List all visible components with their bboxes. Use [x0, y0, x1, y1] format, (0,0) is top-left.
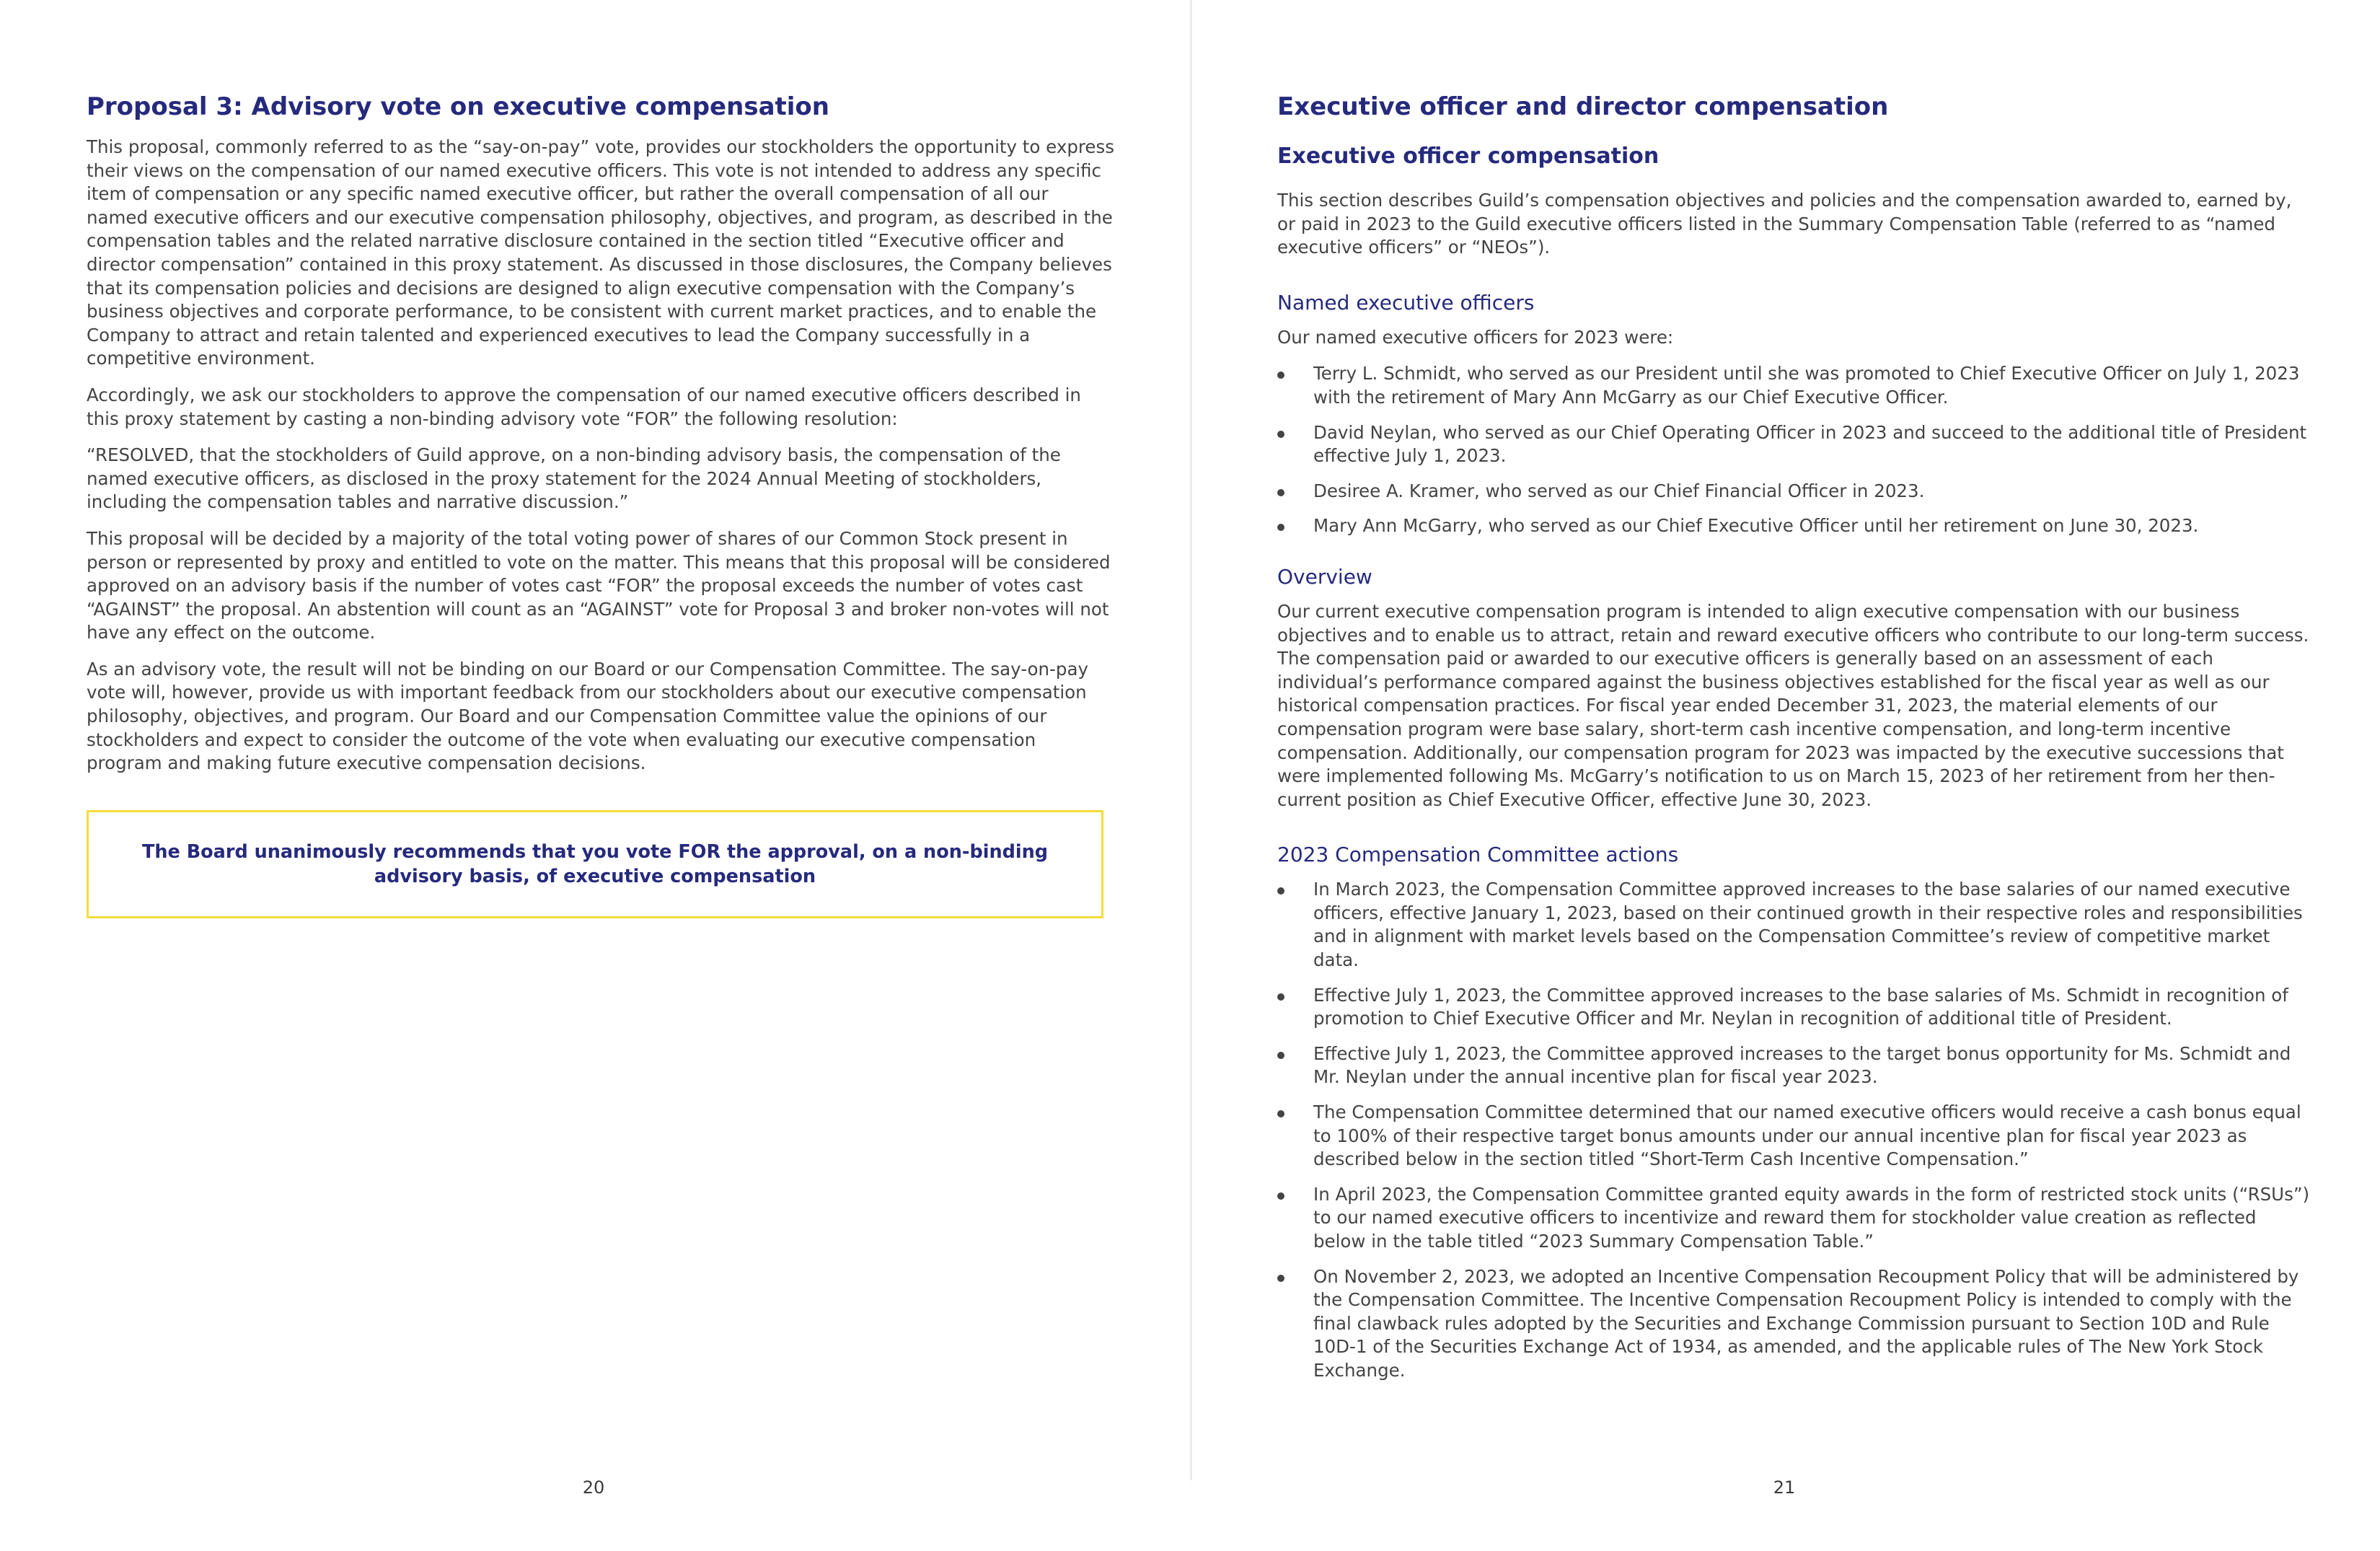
list-item-text: In March 2023, the Compensation Committee approved increases to the base salaries of our named executive officers, effective January 1, 2023, based on their continued growth in their respective roles and responsibilities and in alignment with market levels based on the Compensation Committee’s review of competitive market data. [1313, 879, 2303, 971]
actions-list [1277, 878, 2310, 1382]
paragraph-voting-standard: This proposal will be decided by a majority of the total voting power of shares of our Common Stock present in person or represented by proxy and entitled to vote on the matter. This means that this proposal will be considered approved on an advisory basis if the number of votes cast “FOR” the proposal exceeds the number of votes cast “AGAINST” the proposal. An abstention will count as an “AGAINST” vote for Proposal 3 and broker non-votes will not have any effect on the outcome. [87, 527, 1111, 643]
list-item [1277, 421, 2310, 468]
page-number-left: 20 [582, 1477, 605, 1498]
list-item-text: Terry L. Schmidt, who served as our President until she was promoted to Chief Executive Officer on July 1, 2023 with the retirement of Mary Ann McGarry as our Chief Executive Officer. [1313, 363, 2300, 408]
proposal-title: Proposal 3: Advisory vote on executive compensation [87, 92, 829, 121]
page-divider [1190, 0, 1192, 1480]
section-subtitle: Executive officer compensation [1277, 144, 1660, 169]
left-page-content [87, 92, 1114, 788]
list-item-text: In April 2023, the Compensation Committee granted equity awards in the form of restricted stock units (“RSUs”) to our named executive officers to incentivize and reward them for stockholder value creation as reflected below in the table titled “2023 Summary Compensation Table.” [1313, 1183, 2310, 1252]
paragraph-say-on-pay: This proposal, commonly referred to as the “say-on-pay” vote, provides our stockholders the opportunity to express their views on the compensation of our named executive officers. This vote is not intended to address any specific item of compensation or any specific named executive officer, but rather the overall compensation of all our named executive officers and our executive compensation philosophy, objectives, and program, as described in the compensation tables and the related narrative disclosure contained in the section titled “Executive officer and director compensation” contained in this proxy statement. As discussed in those disclosures, the Company believes that its compensation policies and decisions are designed to align executive compensation with the Company’s business objectives and corporate performance, to be consistent with current market practices, and to enable the Company to attract and retain talented and experienced executives to lead the Company successfully in a competitive environment. [87, 136, 1115, 369]
paragraph-advisory-nature: As an advisory vote, the result will not be binding on our Board or our Compensation Committee. The say-on-pay vote will, however, provide us with important feedback from our stockholders about our executive compensation philosophy, objectives, and program. Our Board and our Compensation Committee value the opinions of our stockholders and expect to consider the outcome of the vote when evaluating our executive compensation program and making future executive compensation decisions. [87, 658, 1088, 774]
neo-list [1277, 362, 2310, 538]
list-item [1277, 984, 2310, 1031]
list-item [1277, 878, 2310, 972]
list-item [1277, 1101, 2310, 1172]
section-title: Executive officer and director compensation [1277, 92, 1889, 121]
list-item-text: Effective July 1, 2023, the Committee approved increases to the base salaries of Ms. Schmidt in recognition of promotion to Chief Executive Officer and Mr. Neylan in recognition of additional title of President. [1313, 984, 2288, 1029]
neo-heading: Named executive officers [1277, 290, 1535, 315]
bullet-icon [1277, 372, 1284, 379]
bullet-icon [1277, 489, 1284, 496]
paragraph-request: Accordingly, we ask our stockholders to approve the compensation of our named executive officers described in this proxy statement by casting a non-binding advisory vote “FOR” the following resolution: [87, 384, 1081, 429]
bullet-icon [1277, 1275, 1284, 1282]
list-item [1277, 1183, 2310, 1254]
list-item-text: Effective July 1, 2023, the Committee approved increases to the target bonus opportunity for Ms. Schmidt and Mr. Neylan under the annual incentive plan for fiscal year 2023. [1313, 1042, 2291, 1088]
neo-lead: Our named executive officers for 2023 were: [1277, 326, 1674, 348]
list-item-text: On November 2, 2023, we adopted an Incentive Compensation Recoupment Policy that will be administered by the Compensation Committee. The Incentive Compensation Recoupment Policy is intended to comply with the final clawback rules adopted by the Securities and Exchange Commission pursuant to Section 10D and Rule 10D-1 of the Securities Exchange Act of 1934, as amended, and the applicable rules of The New York Stock Exchange. [1313, 1265, 2299, 1381]
paragraph-resolution: “RESOLVED, that the stockholders of Guild approve, on a non-binding advisory basis, the compensation of the named executive officers, as disclosed in the proxy statement for the 2024 Annual Meeting of stockholders, including the compensation tables and narrative discussion.” [87, 444, 1061, 513]
page-number-right: 21 [1773, 1477, 1796, 1498]
right-page-content [1277, 92, 2310, 1409]
overview-paragraph: Our current executive compensation program is intended to align executive compensation with our business objectives and to enable us to attract, retain and reward executive officers who contribute to our long-term success. The compensation paid or awarded to our executive officers is generally based on an assessment of each individual’s performance compared against the business objectives established for the fiscal year as well as our historical compensation practices. For fiscal year ended December 31, 2023, the material elements of our compensation program were base salary, short-term cash incentive compensation, and long-term incentive compensation. Additionally, our compensation program for 2023 was impacted by the executive successions that were implemented following Ms. McGarry’s notification to us on March 15, 2023 of her retirement from her then-current position as Chief Executive Officer, effective June 30, 2023. [1277, 600, 2309, 810]
list-item-text: The Compensation Committee determined that our named executive officers would receive a cash bonus equal to 100% of their respective target bonus amounts under our annual incentive plan for fiscal year 2023 as described below in the section titled “Short-Term Cash Incentive Compensation.” [1313, 1102, 2301, 1170]
bullet-icon [1277, 1110, 1284, 1117]
board-recommendation-box [87, 810, 1103, 918]
intro-paragraph: This section describes Guild’s compensation objectives and policies and the compensation awarded to, earned by, or paid in 2023 to the Guild executive officers listed in the Summary Compensation Table (referred to as “named executive officers” or “NEOs”). [1277, 190, 2292, 258]
list-item-text: David Neylan, who served as our Chief Operating Officer in 2023 and succeed to the additional title of President effective July 1, 2023. [1313, 421, 2307, 467]
board-recommendation-text: The Board unanimously recommends that you vote FOR the approval, on a non-binding advisory basis, of executive compensation [141, 841, 1049, 887]
list-item [1277, 1042, 2310, 1089]
list-item [1277, 1265, 2310, 1383]
bullet-icon [1277, 887, 1284, 895]
bullet-icon [1277, 431, 1284, 438]
bullet-icon [1277, 1052, 1284, 1059]
bullet-icon [1277, 524, 1284, 531]
bullet-icon [1277, 1192, 1284, 1200]
list-item [1277, 362, 2310, 409]
list-item [1277, 480, 2310, 504]
list-item-text: Mary Ann McGarry, who served as our Chief Executive Officer until her retirement on June 30, 2023. [1313, 515, 2199, 537]
list-item-text: Desiree A. Kramer, who served as our Chief Financial Officer in 2023. [1313, 480, 1925, 501]
actions-heading: 2023 Compensation Committee actions [1277, 843, 1679, 867]
overview-heading: Overview [1277, 564, 1372, 589]
bullet-icon [1277, 993, 1284, 1001]
list-item [1277, 514, 2310, 538]
